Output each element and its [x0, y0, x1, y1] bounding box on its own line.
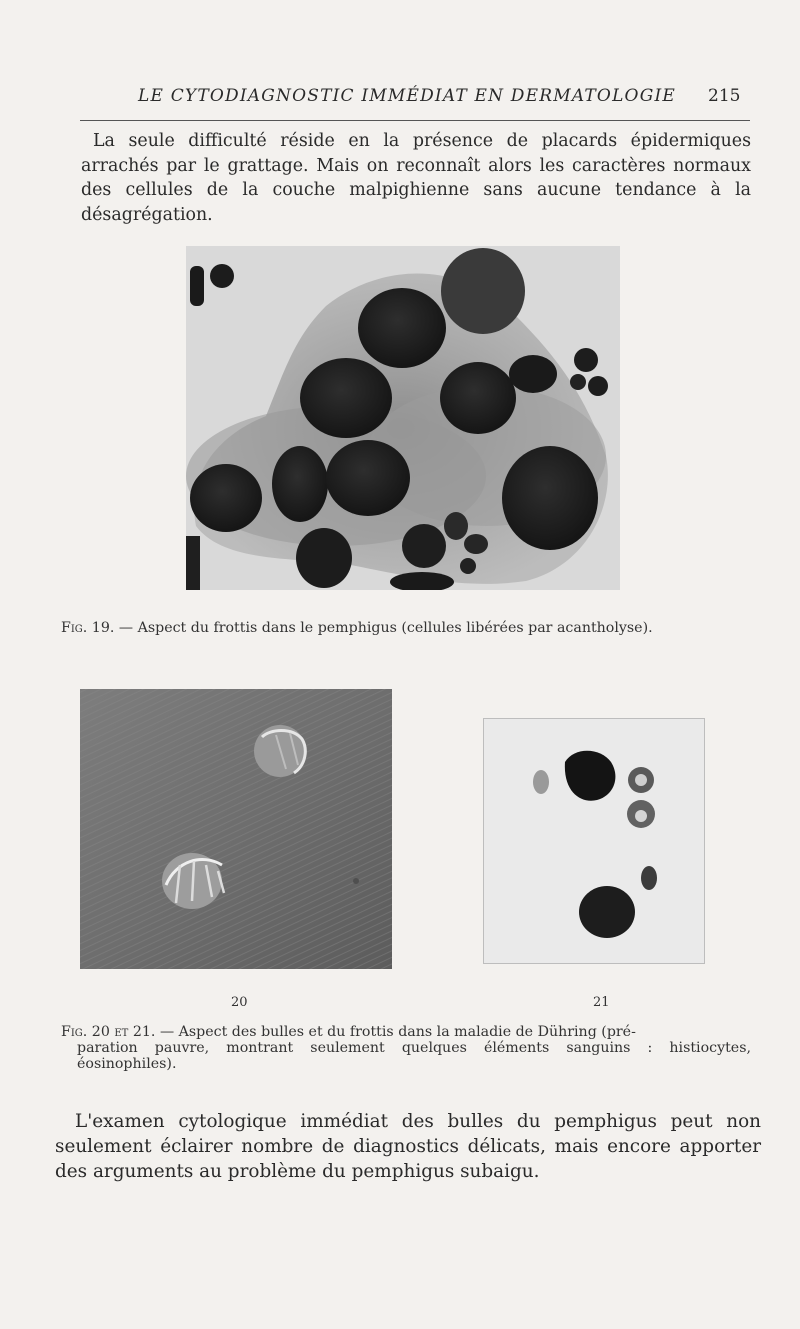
header-rule [80, 120, 750, 121]
figure-19-caption-text: — Aspect du frottis dans le pemphigus (cellules libérées par acantholyse). [118, 620, 653, 636]
figure-19-prefix: Fig. 19. [61, 620, 115, 636]
figure-21-label: 21 [593, 995, 610, 1010]
figure-20-label: 20 [231, 995, 248, 1010]
page-number: 215 [708, 86, 741, 106]
running-head: LE CYTODIAGNOSTIC IMMÉDIAT EN DERMATOLOGIE [138, 86, 676, 106]
figure-20-21-prefix: Fig. 20 et 21. [61, 1024, 156, 1040]
intro-paragraph: La seule difficulté réside en la présence de placards épidermiques arrachés par le grattage. Mais on reconnaît alors les caractères normaux des cellules de la couche malpighienne sans aucune tendance à la désagrégation. [81, 131, 751, 225]
figure-20-21-caption-rest: paration pauvre, montrant seulement quelques éléments sanguins : histiocytes, éosinophiles). [77, 1040, 751, 1072]
figure-19-micrograph [186, 246, 620, 590]
figure-21-smear [483, 718, 705, 964]
figure-20-skin-photo [80, 689, 392, 969]
figure-20-21-caption-line1: — Aspect des bulles et du frottis dans la maladie de Dühring (pré- [159, 1024, 636, 1040]
figure-19-caption [61, 620, 751, 636]
figure-20-21-caption [61, 1024, 751, 1072]
closing-paragraph: L'examen cytologique immédiat des bulles du pemphigus peut non seulement éclairer nombre de diagnostics délicats, mais encore apporter des arguments au problème du pemphigus subaigu. [55, 1111, 761, 1182]
